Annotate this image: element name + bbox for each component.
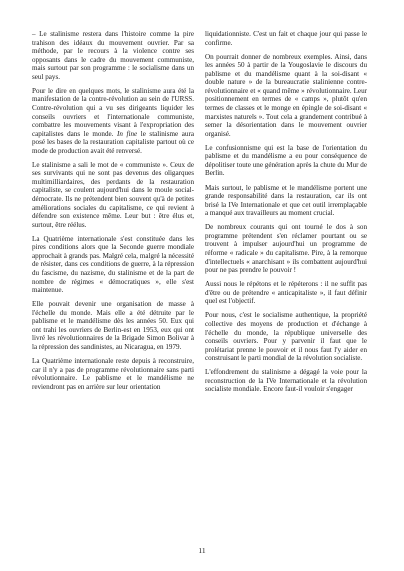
left-column — [32, 30, 194, 397]
paragraph: La Quatrième internationale s'est constituée dans les pires conditions alors que la Seconde guerre mondiale approchait à grands pas. Malgré cela, malgré la nécessité de résister, dans ces conditions de guerre, à la répression du fascisme, du nazisme, du stalinisme et de la part de nombre de régimes « démocratiques », elle s'est maintenue. — [32, 234, 194, 295]
paragraph: Le stalinisme a sali le mot de « communiste ». Ceux de ses survivants qui ne sont pas devenus des oligarques multimilliardaires, des perdants de la restauration capitaliste, se coulent aujourd'hui dans le moule social-démocrate. Ils ne prétendent bien souvent qu'à de petites améliorations sociales du capitalisme, ce qui revient à défendre son existence même. Leur but : être élus et, surtout, être réélus. — [32, 160, 194, 229]
right-column — [205, 30, 367, 400]
paragraph: Elle pouvait devenir une organisation de masse à l'échelle du monde. Mais elle a été détruite par le pablisme et le mandélisme dès les années 50. Eux qui ont trahi les ouvriers de Berlin-est en 1953, eux qui ont livré les révolutionnaires de la Brigade Simon Bolivar à la répression des sandinistes, au Nicaragua, en 1979. — [32, 300, 194, 351]
paragraph-text: Pour le dire en quelques mots, le stalinisme aura été la manifestation de la contre-révolution au sein de l'URSS. Contre-révolution qui a vu ses dirigeants liquider les conseils ouvriers et l'internationale communiste, combattre les mouvements visant à l'expropriation des capitalistes dans le monde. — [32, 86, 194, 138]
paragraph: De nombreux courants qui ont tourné le dos à son programme prétendent s'en réclamer pourtant ou se trouvent à impulser aujourd'hui un programme de réforme « radicale » du capitalisme. Pire, à la remorque d'intellectuels « anarchisant » ils combattent aujourd'hui pour ne pas prendre le pouvoir ! — [205, 223, 367, 275]
paragraph-text: le stalinisme aura posé les bases de la restauration capitaliste partout où ce mode de production avait été renversé. — [32, 129, 194, 155]
paragraph: L'effondrement du stalinisme a dégagé la voie pour la reconstruction de la IVe Internationale et la révolution socialiste mondiale. Encore faut-il vouloir s'engager — [205, 368, 367, 394]
paragraph: Pour nous, c'est le socialisme authentique, la propriété collective des moyens de production et d'échange à l'échelle du monde, la république universelle des conseils ouvriers. Pour y parvenir il faut que le prolétariat prenne le pouvoir et il nous faut l'y aider en construisant le parti mondial de la révolution socialiste. — [205, 311, 367, 363]
paragraph: Mais surtout, le pablisme et le mandélisme portent une grande responsabilité dans la restauration, car ils ont brisé la IVe Internationale et que cet outil irremplaçable a manqué aux travailleurs au moment crucial. — [205, 183, 367, 218]
paragraph: Le confusionnisme qui est la base de l'orientation du pablisme et du mandélisme a eu pour conséquence de dépolitiser toute une génération après la chute du Mur de Berlin. — [205, 143, 367, 178]
paragraph — [32, 87, 194, 155]
paragraph: Aussi nous le répétons et le répéterons : il ne suffit pas d'être ou de prétendre « anticapitaliste », il faut définir quel est l'objectif. — [205, 280, 367, 306]
emphasis: In fine — [117, 129, 138, 138]
paragraph: – Le stalinisme restera dans l'histoire comme la pire trahison des idéaux du mouvement ouvrier. Par sa méthode, par le recours à la violence contre ses opposants dans le cadre du mouvement communiste, mais surtout par son programme : le socialisme dans un seul pays. — [32, 30, 194, 81]
paragraph: liquidationniste. C'est un fait et chaque jour qui passe le confirme. — [205, 30, 367, 47]
paragraph: La Quatrième internationale reste depuis à reconstruire, car il n'y a pas de programme révolutionnaire sans parti révolutionnaire. Le pablisme et le mandélisme ne reviendront pas en arrière sur leur orientation — [32, 357, 194, 391]
page-number: 11 — [198, 546, 206, 555]
paragraph: On pourrait donner de nombreux exemples. Ainsi, dans les années 50 à partir de la Yougoslavie le discours du pablisme et du mandélisme quant à la soi-disant « double nature » de la bureaucratie stalinienne contre-révolutionnaire et « quand même » révolutionnaire. Leur positionnement en termes de « camps », plutôt qu'en termes de classes et le monge en épingle de soi-disant « marxistes naturels ». Tout cela a grandement contribué à semer la désorientation dans le mouvement ouvrier organisé. — [205, 52, 367, 138]
